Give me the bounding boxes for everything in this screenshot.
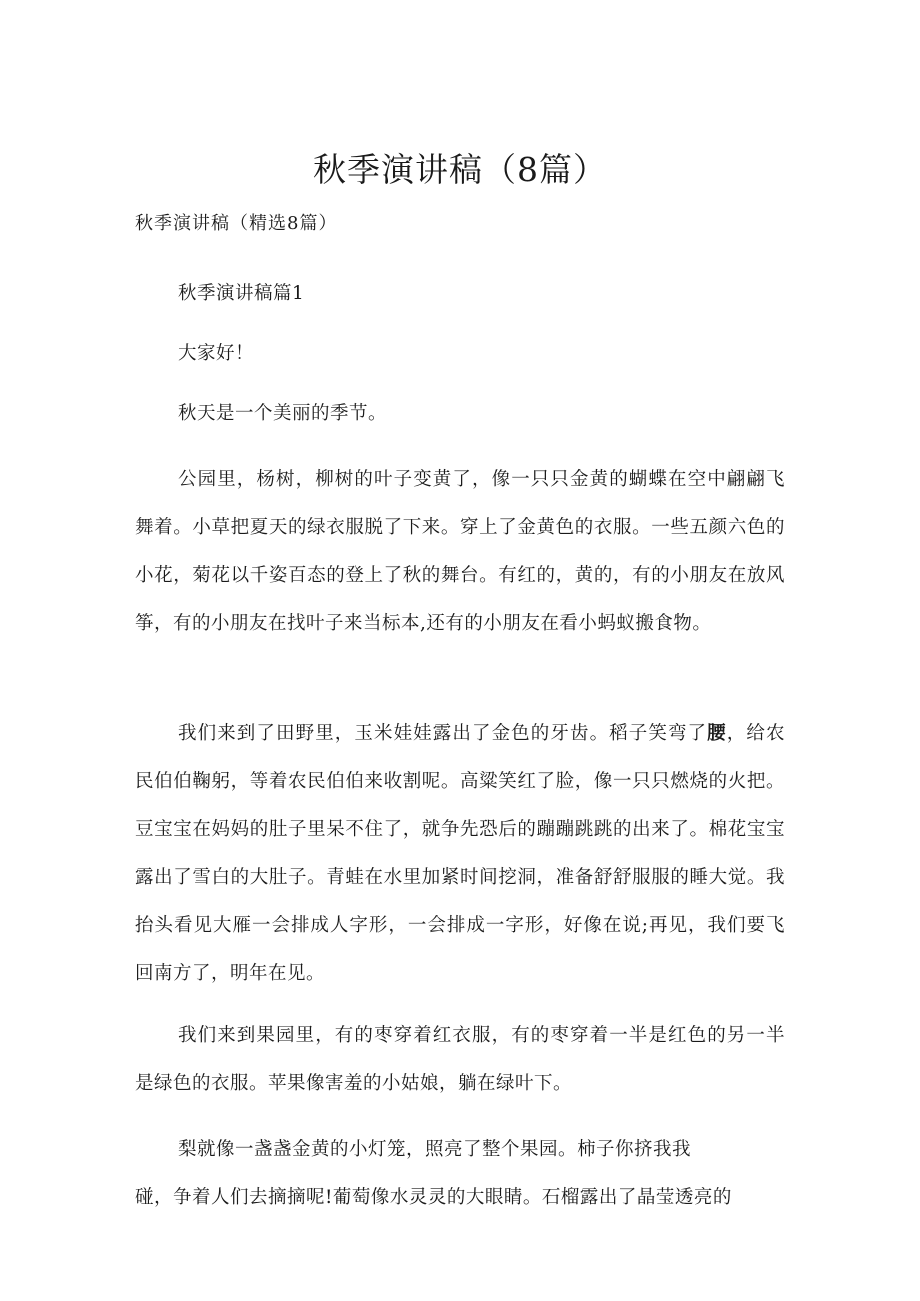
- paragraph-park: 公园里，杨树，柳树的叶子变黄了，像一只只金黄的蝴蝶在空中翩翩飞舞着。小草把夏天的绿衣服脱了下来。穿上了金黄色的衣服。一些五颜六色的小花，菊花以千姿百态的登上了秋的舞台。有红的，黄的，有的小朋友在放风筝，有的小朋友在找叶子来当标本,还有的小朋友在看小蚂蚁搬食物。: [135, 469, 785, 634]
- paragraph-pear-line2: 碰，争着人们去摘摘呢!葡萄像水灵灵的大眼睛。石榴露出了晶莹透亮的: [135, 1187, 732, 1208]
- document-title: 秋季演讲稿（8篇）: [313, 150, 607, 189]
- paragraph-pear-line1: 梨就像一盏盏金黄的小灯笼，照亮了整个果园。柿子你挤我我: [178, 1139, 692, 1160]
- paragraph-fields-bold: 腰: [707, 723, 727, 744]
- document-subtitle: 秋季演讲稿（精选8篇）: [135, 213, 338, 234]
- greeting-line: 大家好！: [178, 343, 255, 364]
- paragraph-fields-text-b: ，给农民伯伯鞠躬，等着农民伯伯来收割呢。高粱笑红了脸，像一只只燃烧的火把。豆宝宝在妈妈的肚子里呆不住了，就争先恐后的蹦蹦跳跳的出来了。棉花宝宝露出了雪白的大肚子。青蛙在水里加紧时间挖洞，准备舒舒服服的睡大觉。我抬头看见大雁一会排成人字形，一会排成一字形，好像在说;再见，我们要飞回南方了，明年在见。: [135, 723, 785, 984]
- paragraph-fields-text-a: 我们来到了田野里，玉米娃娃露出了金色的牙齿。稻子笑弯了: [178, 723, 708, 744]
- paragraph-fields: [135, 710, 785, 998]
- paragraph-orchard: 我们来到果园里，有的枣穿着红衣服，有的枣穿着一半是红色的另一半是绿色的衣服。苹果像害羞的小姑娘，躺在绿叶下。: [135, 1025, 785, 1094]
- intro-line: 秋天是一个美丽的季节。: [178, 403, 388, 424]
- section-heading: 秋季演讲稿篇1: [178, 283, 305, 304]
